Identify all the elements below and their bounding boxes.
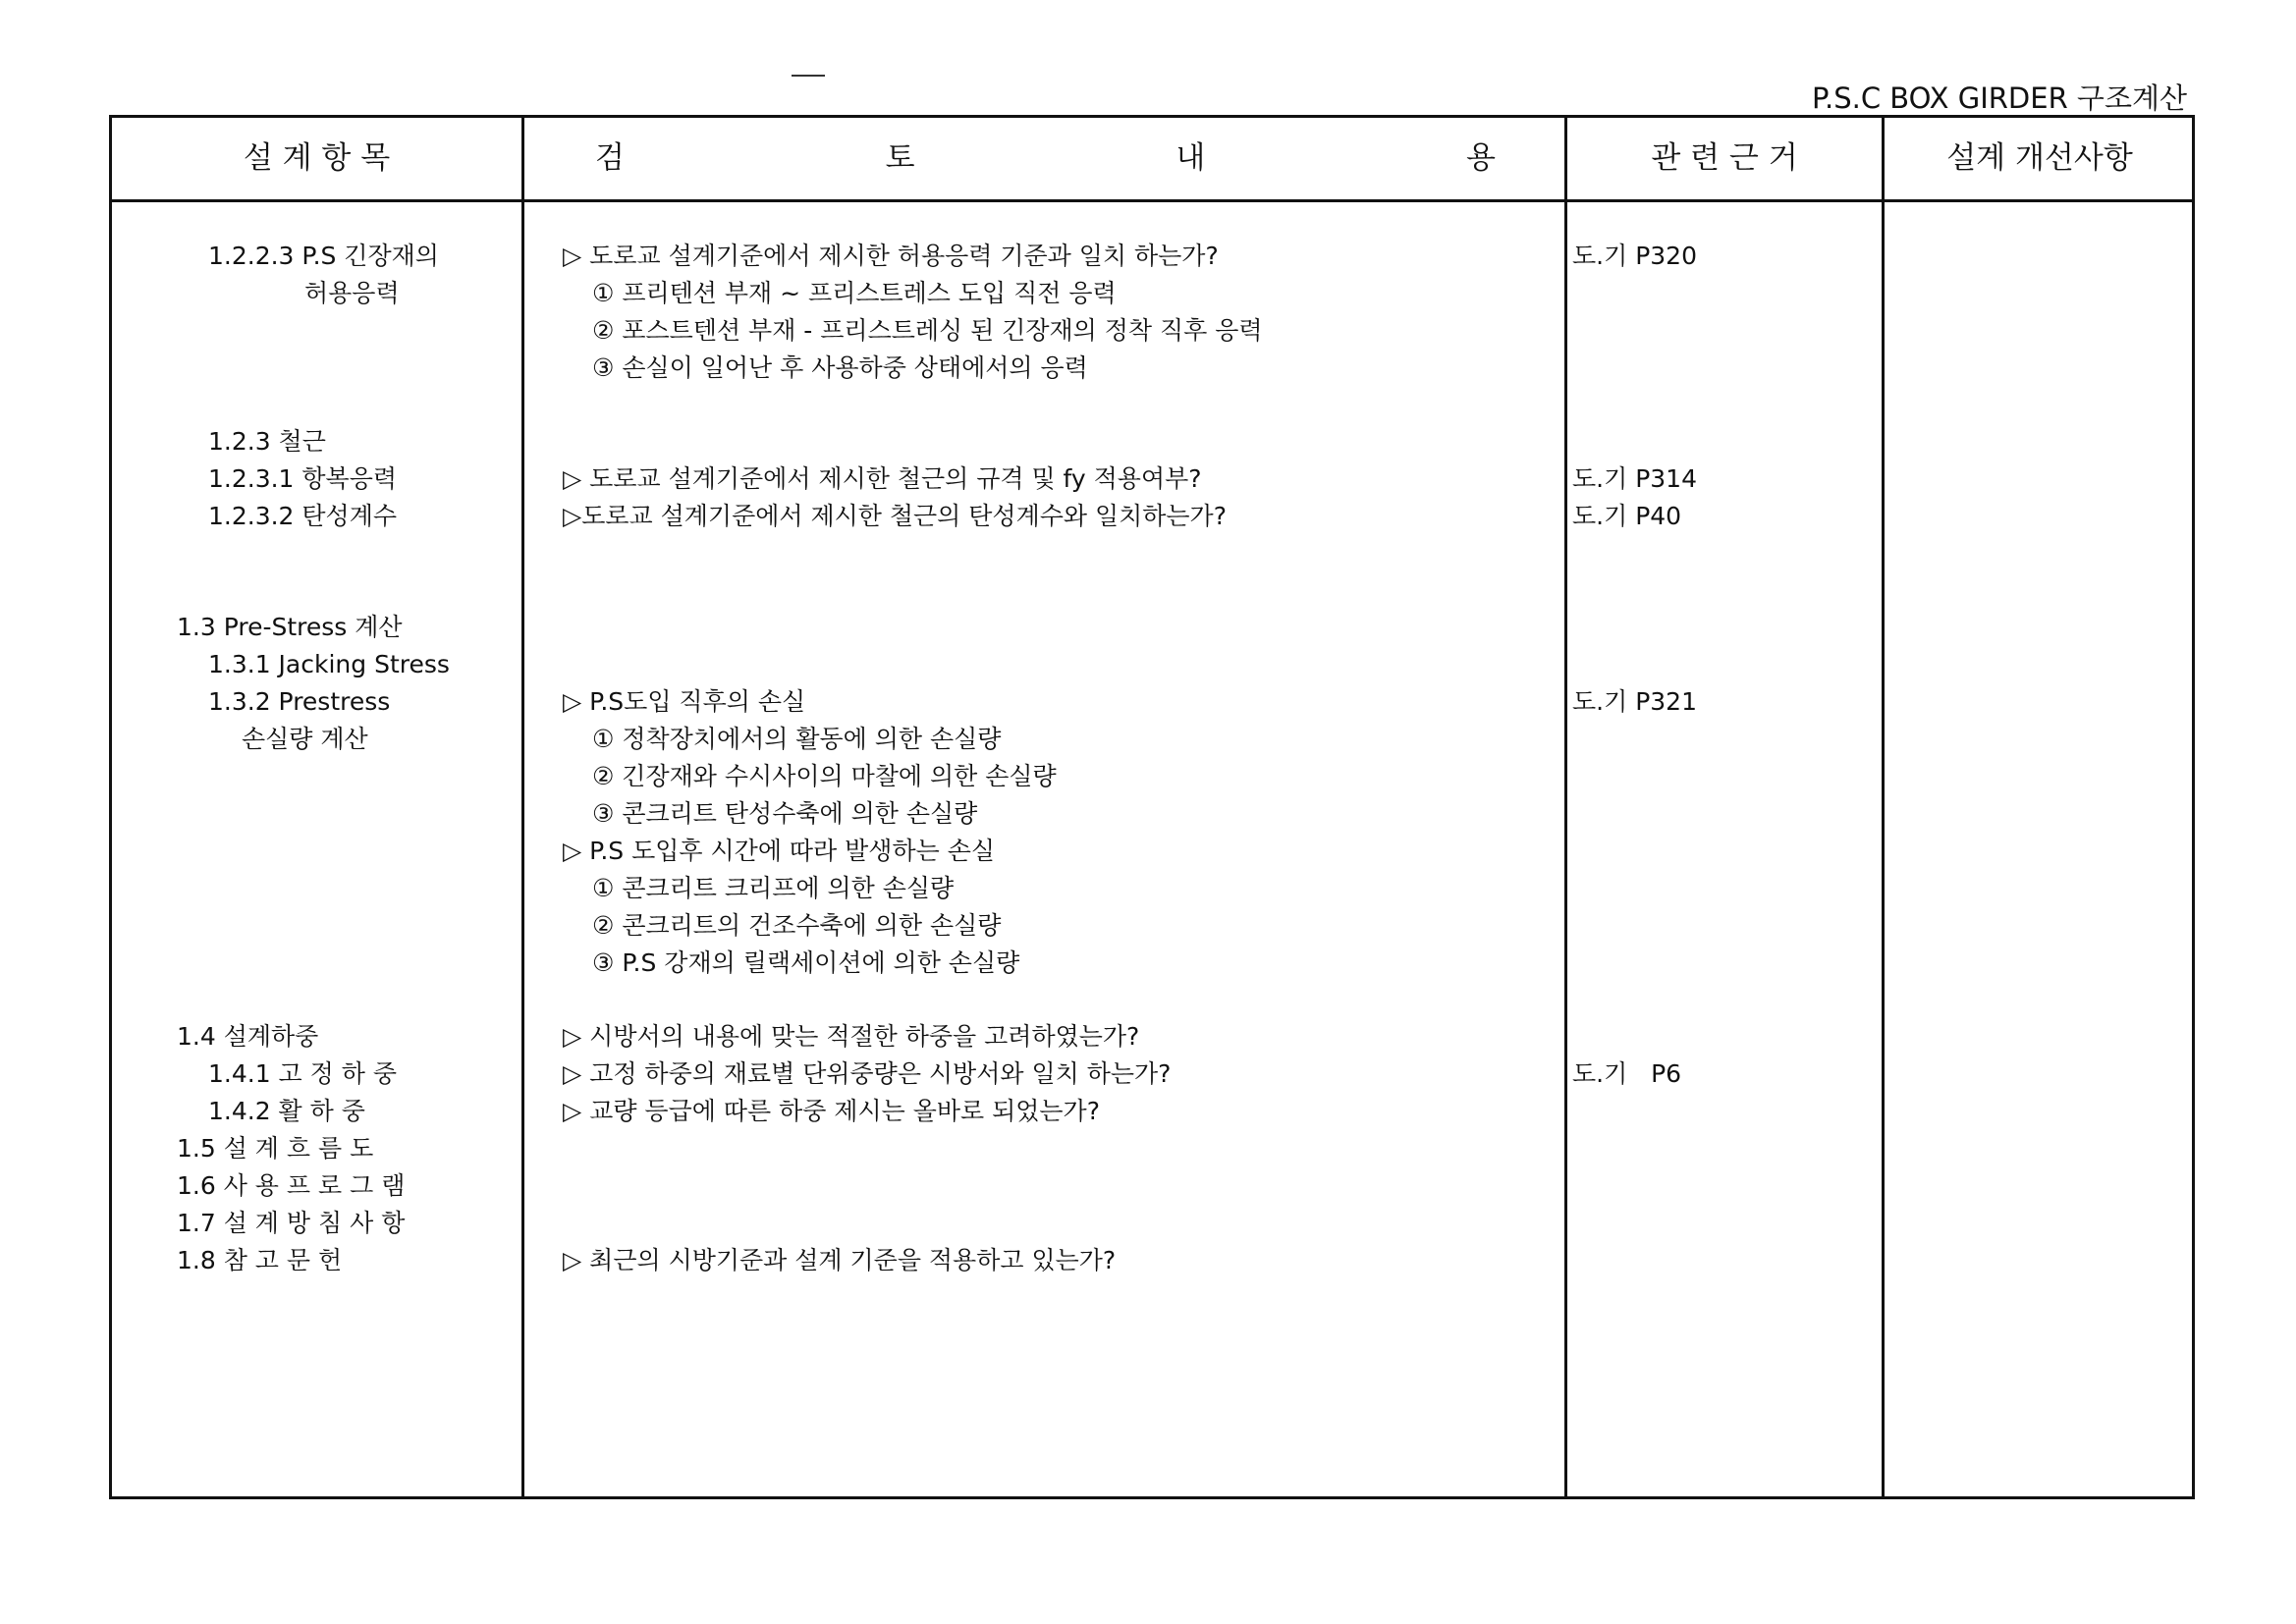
design-item: 1.4.2 활 하 중 [208,1097,365,1125]
review-line: ▷ 교량 등급에 따른 하중 제시는 올바로 되었는가? [563,1097,1100,1125]
header-review-word: 토 [885,140,915,176]
header-review-word: 내 [1175,140,1206,176]
design-item: 허용응력 [304,279,400,307]
design-item: 1.3.2 Prestress [208,687,391,716]
basis-ref: 도.기 P40 [1572,502,1682,530]
top-dash-mark [792,75,825,77]
basis-ref: 도.기 P320 [1572,242,1697,270]
review-line: ▷ 도로교 설계기준에서 제시한 허용응력 기준과 일치 하는가? [563,242,1219,270]
review-table [109,115,2195,1499]
design-item: 1.4.1 고 정 하 중 [208,1059,397,1088]
review-line: ① 콘크리트 크리프에 의한 손실량 [592,874,955,902]
review-line: ① 정착장치에서의 활동에 의한 손실량 [592,725,1002,753]
design-item: 1.2.2.3 P.S 긴장재의 [208,242,439,270]
review-line: ▷ 도로교 설계기준에서 제시한 철근의 규격 및 fy 적용여부? [563,464,1202,493]
header-design-item: 설 계 항 목 [243,140,391,176]
basis-ref: 도.기 P314 [1572,464,1697,493]
basis-ref: 도.기 P6 [1572,1059,1682,1088]
review-line: ② 콘크리트의 건조수축에 의한 손실량 [592,911,1002,940]
design-item: 1.2.3.2 탄성계수 [208,502,398,530]
improvement-column [1885,199,2195,1496]
design-item: 1.3 Pre-Stress 계산 [177,613,403,641]
review-line: ③ 손실이 일어난 후 사용하중 상태에서의 응력 [592,353,1088,382]
review-line: ▷ P.S도입 직후의 손실 [563,687,806,716]
design-item: 1.2.3 철근 [208,427,326,456]
review-line: ▷ P.S 도입후 시간에 따라 발생하는 손실 [563,837,996,865]
design-item: 1.7 설 계 방 침 사 항 [177,1209,406,1237]
document-title: P.S.C BOX GIRDER 구조계산 [1812,81,2187,115]
header-improvement: 설계 개선사항 [1946,140,2133,176]
design-item: 1.6 사 용 프 로 그 램 [177,1171,406,1200]
header-review-content [524,118,1564,199]
review-line: ② 포스트텐션 부재 - 프리스트레싱 된 긴장재의 정착 직후 응력 [592,316,1263,345]
column-divider-1 [521,118,524,1496]
review-line: ① 프리텐션 부재 ~ 프리스트레스 도입 직전 응력 [592,279,1117,307]
review-line: ▷ 시방서의 내용에 맞는 적절한 하중을 고려하였는가? [563,1022,1140,1051]
design-item: 1.2.3.1 항복응력 [208,464,398,493]
header-review-word: 용 [1466,140,1496,176]
design-item: 1.5 설 계 흐 름 도 [177,1134,374,1163]
review-line: ▷ 고정 하중의 재료별 단위중량은 시방서와 일치 하는가? [563,1059,1172,1088]
design-item: 1.8 참 고 문 헌 [177,1246,343,1274]
review-line: ③ 콘크리트 탄성수축에 의한 손실량 [592,799,978,828]
header-basis: 관 련 근 거 [1651,140,1798,176]
review-line: ▷ 최근의 시방기준과 설계 기준을 적용하고 있는가? [563,1246,1117,1274]
review-line: ② 긴장재와 수시사이의 마찰에 의한 손실량 [592,762,1057,790]
header-review-word: 검 [595,140,625,176]
header-divider [112,199,2192,202]
design-item: 1.3.1 Jacking Stress [208,650,450,678]
design-item: 손실량 계산 [242,725,368,753]
design-item: 1.4 설계하중 [177,1022,319,1051]
column-divider-2 [1564,118,1567,1496]
review-line: ▷도로교 설계기준에서 제시한 철근의 탄성계수와 일치하는가? [563,502,1227,530]
review-line: ③ P.S 강재의 릴랙세이션에 의한 손실량 [592,948,1020,977]
basis-ref: 도.기 P321 [1572,687,1697,716]
